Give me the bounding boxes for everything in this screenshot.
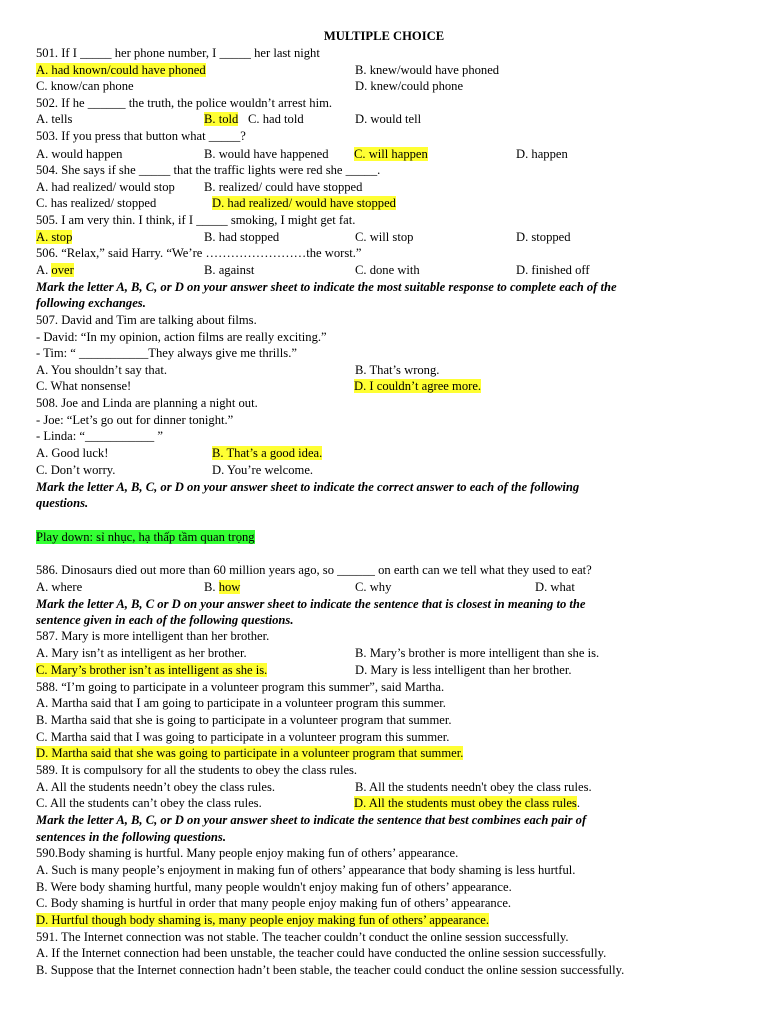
q508-dialogue-linda: - Linda: “___________ ” (36, 429, 163, 443)
q588-option-a: A. Martha said that I am going to participate in a volunteer program this summer. (36, 696, 446, 710)
q505-option-b: B. had stopped (204, 230, 280, 244)
q506-option-c: C. done with (355, 263, 420, 277)
q503-option-a: A. would happen (36, 147, 123, 161)
q505-option-c: C. will stop (355, 230, 414, 244)
q504-option-b: B. realized/ could have stopped (204, 180, 363, 194)
q507-option-a: A. You shouldn’t say that. (36, 363, 167, 377)
question-590: 590.Body shaming is hurtful. Many people enjoy making fun of others’ appearance. (36, 846, 459, 860)
q586-option-d: D. what (535, 580, 575, 594)
q501-option-b: B. knew/would have phoned (355, 63, 500, 77)
q589-option-b: B. All the students needn't obey the class rules. (355, 780, 592, 794)
q590-option-b: B. Were body shaming hurtful, many people wouldn't enjoy making fun of others’ appearance. (36, 880, 512, 894)
q506-option-a-letter: A. (36, 263, 52, 277)
q507-option-d-answer: D. I couldn’t agree more. (354, 379, 482, 393)
q589-option-d-period: . (576, 796, 580, 810)
q506-option-d: D. finished off (516, 263, 590, 277)
q502-option-d: D. would tell (355, 112, 422, 126)
q508-option-a: A. Good luck! (36, 446, 109, 460)
q504-option-a: A. had realized/ would stop (36, 180, 175, 194)
question-501: 501. If I _____ her phone number, I _____ her last night (36, 46, 320, 60)
q501-option-a-answer: A. had known/could have phoned (36, 63, 206, 77)
q587-option-b: B. Mary’s brother is more intelligent than she is. (355, 646, 600, 660)
q589-option-a: A. All the students needn’t obey the class rules. (36, 780, 276, 794)
q501-option-d: D. knew/could phone (355, 79, 464, 93)
question-503: 503. If you press that button what _____? (36, 129, 246, 143)
q588-option-b: B. Martha said that she is going to participate in a volunteer program that summer. (36, 713, 452, 727)
page-title: MULTIPLE CHOICE (323, 29, 445, 43)
q590-option-a: A. Such is many people’s enjoyment in making fun of others’ appearance that body shaming is less hurtful. (36, 863, 576, 877)
q506-option-b: B. against (204, 263, 255, 277)
q589-option-d (354, 795, 580, 811)
instruction-closest-line1: Mark the letter A, B, C or D on your answer sheet to indicate the sentence that is closest in meaning to the (36, 597, 586, 611)
q504-option-d-answer: D. had realized/ would have stopped (212, 196, 396, 210)
q587-option-a: A. Mary isn’t as intelligent as her brother. (36, 646, 247, 660)
instruction-closest-line2: sentence given in each of the following questions. (36, 613, 294, 627)
q588-option-d-answer: D. Martha said that she was going to participate in a volunteer program that summer. (36, 746, 464, 760)
instruction-combine-line2: sentences in the following questions. (36, 830, 226, 844)
q590-option-d-answer: D. Hurtful though body shaming is, many people enjoy making fun of others’ appearance. (36, 913, 490, 927)
question-591: 591. The Internet connection was not stable. The teacher couldn’t conduct the online session successfully. (36, 930, 569, 944)
q505-option-d: D. stopped (516, 230, 571, 244)
instruction-exchanges-line1: Mark the letter A, B, C, or D on your answer sheet to indicate the most suitable response to complete each of the (36, 280, 617, 294)
q508-dialogue-joe: - Joe: “Let’s go out for dinner tonight.” (36, 413, 234, 427)
q591-option-a: A. If the Internet connection had been unstable, the teacher could have conducted the online session successfully. (36, 946, 607, 960)
q590-option-c: C. Body shaming is hurtful in order that many people enjoy making fun of others’ appearance. (36, 896, 512, 910)
q503-option-b: B. would have happened (204, 147, 329, 161)
q586-option-a: A. where (36, 580, 83, 594)
q508-option-c: C. Don’t worry. (36, 463, 116, 477)
q503-option-c-answer: C. will happen (354, 147, 428, 161)
q589-option-d-answer: D. All the students must obey the class rules (354, 796, 577, 810)
q505-option-a-answer: A. stop (36, 230, 73, 244)
q588-option-c: C. Martha said that I was going to participate in a volunteer program this summer. (36, 730, 450, 744)
question-505: 505. I am very thin. I think, if I _____ smoking, I might get fat. (36, 213, 356, 227)
question-504: 504. She says if she _____ that the traffic lights were red she _____. (36, 163, 381, 177)
q506-option-a-answer: over (51, 263, 74, 277)
question-588: 588. “I’m going to participate in a volunteer program this summer”, said Martha. (36, 680, 445, 694)
q502-option-b-answer: B. told (204, 112, 239, 126)
q508-option-d: D. You’re welcome. (212, 463, 314, 477)
instruction-combine-line1: Mark the letter A, B, C, or D on your answer sheet to indicate the sentence that best combines each pair of (36, 813, 587, 827)
q506-option-a (36, 262, 74, 278)
q587-option-d: D. Mary is less intelligent than her brother. (355, 663, 572, 677)
q591-option-b: B. Suppose that the Internet connection hadn’t been stable, the teacher could conduct the online session successfully. (36, 963, 625, 977)
q507-dialogue-david: - David: “In my opinion, action films are really exciting.” (36, 330, 327, 344)
q501-option-c: C. know/can phone (36, 79, 134, 93)
q504-option-c: C. has realized/ stopped (36, 196, 157, 210)
q503-option-d: D. happen (516, 147, 568, 161)
question-587: 587. Mary is more intelligent than her brother. (36, 629, 270, 643)
q507-dialogue-tim: - Tim: “ ___________They always give me thrills.” (36, 346, 297, 360)
q587-option-c-answer: C. Mary’s brother isn’t as intelligent as she is. (36, 663, 268, 677)
question-502: 502. If he ______ the truth, the police wouldn’t arrest him. (36, 96, 333, 110)
question-586: 586. Dinosaurs died out more than 60 million years ago, so ______ on earth can we tell what they used to eat? (36, 563, 592, 577)
q586-option-b-letter: B. (204, 580, 219, 594)
q508-option-b-answer: B. That’s a good idea. (212, 446, 323, 460)
vocabulary-note: Play down: sỉ nhục, hạ thấp tầm quan trọng (36, 530, 255, 544)
q507-option-b: B. That’s wrong. (355, 363, 440, 377)
question-506: 506. “Relax,” said Harry. “We’re ……………………the worst.” (36, 246, 362, 260)
q507-option-c: C. What nonsense! (36, 379, 132, 393)
question-508: 508. Joe and Linda are planning a night out. (36, 396, 258, 410)
q586-option-b-answer: how (218, 580, 241, 594)
q502-option-c: C. had told (248, 112, 304, 126)
question-507: 507. David and Tim are talking about films. (36, 313, 257, 327)
instruction-correct-line1: Mark the letter A, B, C, or D on your answer sheet to indicate the correct answer to each of the following (36, 480, 580, 494)
q586-option-c: C. why (355, 580, 392, 594)
question-589: 589. It is compulsory for all the students to obey the class rules. (36, 763, 358, 777)
q589-option-c: C. All the students can’t obey the class rules. (36, 796, 262, 810)
q586-option-b (204, 579, 240, 595)
instruction-correct-line2: questions. (36, 496, 89, 510)
instruction-exchanges-line2: following exchanges. (36, 296, 146, 310)
q502-option-a: A. tells (36, 112, 73, 126)
